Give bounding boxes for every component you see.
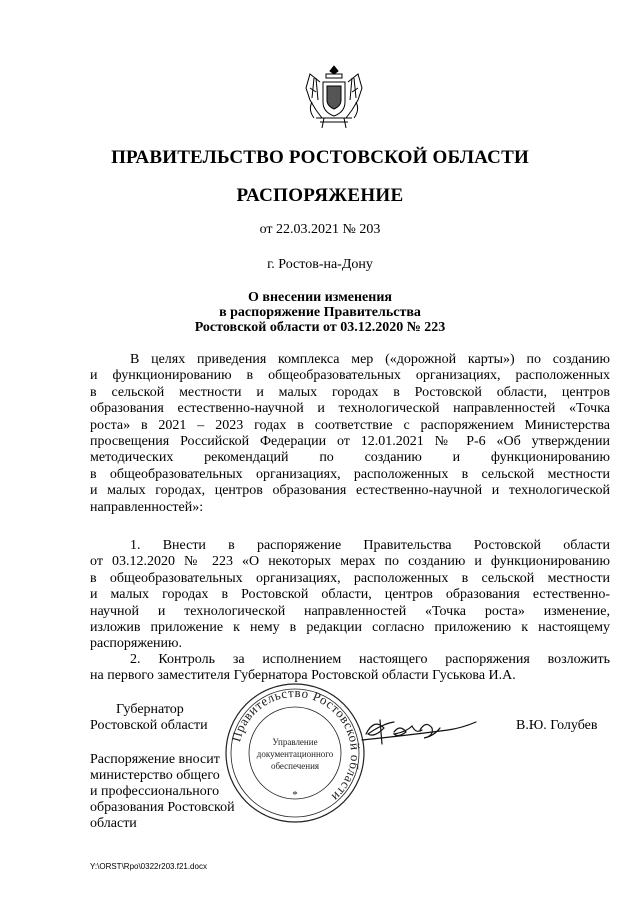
- handwritten-signature: [360, 712, 480, 748]
- text-line: образования естественно-научной и технологической направленностей «Точка: [90, 401, 610, 417]
- signer-position: [90, 702, 208, 734]
- seal-ring-text: Правительство Ростовской области: [228, 684, 364, 806]
- text-line: на первого заместителя Губернатора Ростовской области Гуськова И.А.: [90, 668, 516, 684]
- text-line: в общеобразовательных организациях, расположенных в сельской местности: [90, 466, 610, 482]
- file-path: Y:\ORST\Rpo\0322r203.f21.docx: [90, 862, 207, 871]
- seal-star: *: [292, 789, 298, 801]
- submitter-line: и профессионального: [90, 784, 220, 799]
- document-type: РАСПОРЯЖЕНИЕ: [236, 185, 404, 206]
- item-1-paragraph: [90, 538, 610, 653]
- text-line: просвещения Российской Федерации от 12.01.2021 № Р-6 «Об утверждении: [90, 434, 610, 450]
- text-line: и функционированию в общеобразовательных организациях, расположенных: [90, 368, 610, 384]
- item-2-paragraph: [90, 652, 610, 685]
- document-city: г. Ростов-на-Дону: [267, 257, 373, 272]
- official-seal: [224, 682, 366, 824]
- text-line: и малых городах, центров образования естественно-научной и технологической: [90, 483, 610, 499]
- submitter-line: области: [90, 816, 137, 831]
- coat-of-arms-emblem: [296, 58, 372, 134]
- submitter-line: образования Ростовской: [90, 800, 235, 815]
- text-line: научной и технологической направленностей «Точка роста» изменение,: [90, 603, 610, 619]
- text-line: роста» в 2021 – 2023 годах в соответствие с распоряжением Министерства: [90, 417, 610, 433]
- document-subject: [0, 290, 640, 335]
- text-line: 2. Контроль за исполнением настоящего распоряжения возложить: [130, 652, 610, 667]
- submitter-note: [90, 752, 235, 832]
- signer-position-line: Губернатор: [116, 702, 184, 717]
- text-line: направленностей»:: [90, 499, 204, 515]
- seal-center-line: Управление: [272, 737, 318, 747]
- text-line: от 03.12.2020 № 223 «О некоторых мерах по созданию и функционированию: [90, 554, 610, 570]
- preamble-paragraph: [90, 352, 610, 516]
- seal-center-line: обеспечения: [270, 761, 320, 771]
- document-date-number: от 22.03.2021 № 203: [259, 222, 381, 237]
- text-line: в сельской местности и малых городах в Ростовской области, центров: [90, 384, 610, 400]
- seal-center-line: документационного: [256, 749, 334, 759]
- submitter-line: Распоряжение вносит: [90, 752, 220, 767]
- organization-title: ПРАВИТЕЛЬСТВО РОСТОВСКОЙ ОБЛАСТИ: [111, 147, 529, 168]
- text-line: в общеобразовательных организациях, расположенных в сельской местности: [90, 570, 610, 586]
- submitter-line: министерство общего: [90, 768, 220, 783]
- text-line: В целях приведения комплекса мер («дорожной карты») по созданию: [130, 352, 610, 367]
- subject-line: в распоряжение Правительства: [219, 305, 421, 320]
- signer-name: В.Ю. Голубев: [516, 718, 598, 733]
- signer-position-line: Ростовской области: [90, 718, 208, 733]
- text-line: методических рекомендаций по созданию и функционированию: [90, 450, 610, 466]
- subject-line: О внесении изменения: [248, 290, 392, 305]
- subject-line: Ростовской области от 03.12.2020 № 223: [194, 320, 446, 335]
- text-line: распоряжению.: [90, 636, 183, 652]
- text-line: 1. Внести в распоряжение Правительства Ростовской области: [130, 538, 610, 553]
- text-line: изложив приложение к нему в редакции согласно приложению к настоящему: [90, 620, 610, 636]
- text-line: и малых городах в Ростовской области, центров образования естественно-: [90, 587, 610, 603]
